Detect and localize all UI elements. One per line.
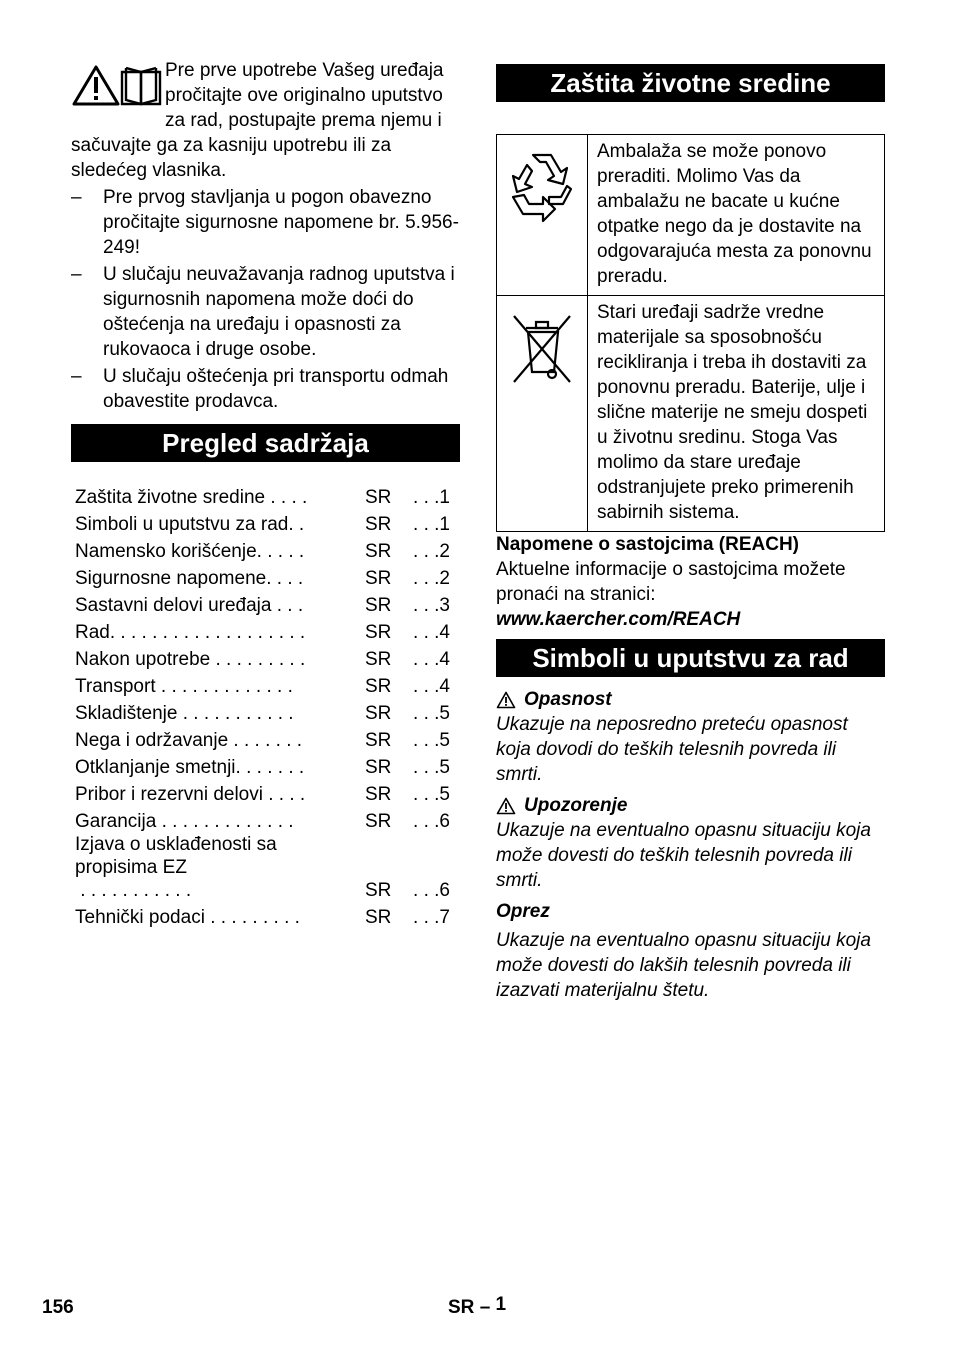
toc-leader: . . . . . . . . .	[204, 907, 300, 928]
table-row	[497, 135, 885, 296]
env-table	[496, 134, 885, 532]
symbols-heading: Simboli u uputstvu za rad	[496, 639, 885, 677]
toc-leader: . . . . . . . . . . . . . . . . . . .	[109, 622, 306, 643]
toc-title	[71, 482, 365, 509]
table-row	[71, 509, 460, 536]
table-row	[71, 536, 460, 563]
toc-title	[71, 617, 365, 644]
toc-title	[71, 806, 365, 833]
toc-lang: SR	[365, 730, 392, 751]
toc-title	[71, 563, 365, 590]
packaging-text: Ambalaža se može ponovo preraditi. Molimo Vas da ambalažu ne bacate u kućne otpatke nego da je dostavite na odgovarajuća mesta za ponovnu preradu.	[588, 135, 885, 296]
toc-leader: . . . . . . . . .	[210, 649, 306, 670]
reach-link[interactable]: www.kaercher.com/REACH	[496, 609, 741, 630]
env-icon-cell	[497, 296, 588, 532]
list-item	[71, 185, 460, 260]
toc-page: . . .7	[413, 907, 450, 928]
toc-title-text: Sastavni delovi uređaja	[75, 595, 272, 616]
dash-mark: –	[71, 187, 82, 208]
toc-title	[71, 752, 365, 779]
dash-mark: –	[71, 366, 82, 387]
toc-lang: SR	[365, 811, 392, 832]
toc-leader: . . . .	[265, 487, 308, 508]
table-row	[71, 671, 460, 698]
toc-leader: . . . . . . .	[235, 757, 305, 778]
list-item	[71, 364, 460, 414]
toc-title-text: Pribor i rezervni delovi	[75, 784, 263, 805]
toc-lang: SR	[365, 703, 392, 724]
toc-lang: SR	[365, 568, 392, 589]
toc-page: . . .2	[413, 568, 450, 589]
toc-page: . . .5	[413, 784, 450, 805]
toc-page: . . .5	[413, 757, 450, 778]
toc-lang: SR	[365, 880, 392, 901]
toc-lang: SR	[365, 487, 392, 508]
toc-leader: . . . .	[262, 784, 306, 805]
footer-separator: –	[479, 1297, 491, 1318]
env-heading: Zaštita životne sredine	[496, 64, 885, 102]
warning-book-icon	[71, 64, 165, 110]
bullet-text: U slučaju oštećenja pri transportu odmah obavestite prodavca.	[103, 366, 449, 412]
warning-label: Upozorenje	[524, 795, 628, 816]
table-of-contents	[71, 482, 460, 929]
toc-page: . . .4	[413, 622, 450, 643]
table-row	[71, 698, 460, 725]
crossed-bin-icon	[510, 310, 574, 386]
reach-text: Aktuelne informacije o sastojcima možete pronaći na stranici:	[496, 559, 846, 605]
section-page	[448, 1294, 507, 1319]
toc-page: . . .1	[413, 487, 450, 508]
toc-page: . . .1	[413, 514, 450, 535]
toc-title	[71, 536, 365, 563]
table-row	[71, 590, 460, 617]
toc-title-text: Simboli u uputstvu za rad	[75, 514, 289, 535]
toc-lang: SR	[365, 622, 392, 643]
table-row	[497, 296, 885, 532]
toc-leader: . . . . . . . . . . . . .	[155, 676, 293, 697]
toc-leader: . . . . . . . . . . .	[177, 703, 294, 724]
toc-title	[71, 509, 365, 536]
table-row	[71, 563, 460, 590]
footer-lang: SR	[448, 1297, 475, 1318]
table-row	[71, 482, 460, 509]
warning-title	[496, 793, 885, 818]
toc-lang: SR	[365, 514, 392, 535]
toc-title-text: Nakon upotrebe	[75, 649, 211, 670]
toc-leader: . . . . .	[256, 541, 305, 562]
toc-title-text: Izjava o usklađenosti sa propisima EZ	[75, 834, 277, 878]
toc-leader: . . . . . . . . . . . . .	[156, 811, 294, 832]
toc-title	[71, 698, 365, 725]
toc-title	[71, 644, 365, 671]
table-row	[71, 725, 460, 752]
toc-heading: Pregled sadržaja	[71, 424, 460, 462]
intro-text: Pre prve upotrebe Vašeg uređaja pročitajte ove originalno uputstvo za rad, postupajte prema njemu i sačuvajte ga za kasniju upotrebu ili za sledećeg vlasnika.	[71, 60, 444, 181]
bullet-text: U slučaju neuvažavanja radnog uputstva i sigurnosnih napomena može doći do oštećenja na uređaju i opasnosti za rukovaoca i druge osobe.	[103, 264, 455, 360]
old-devices-text: Stari uređaji sadrže vredne materijale sa sposobnošću recikliranja i treba ih dostaviti za ponovnu preradu. Baterije, ulje i slične materije ne smeju dospeti u životnu sredinu. Stoga Vas molimo da stare uređaje odstranjujete preko primerenih sabirnih sistema.	[588, 296, 885, 532]
toc-page: . . .4	[413, 676, 450, 697]
toc-title-text: Namensko korišćenje	[75, 541, 257, 562]
toc-title	[71, 590, 365, 617]
warning-text: Ukazuje na eventualno opasnu situaciju koja može dovesti do teških telesnih povreda ili smrti.	[496, 820, 871, 891]
toc-title-text: Tehnički podaci	[75, 907, 205, 928]
toc-title-text: Sigurnosne napomene	[75, 568, 267, 589]
danger-title	[496, 687, 885, 712]
toc-title-text: Nega i održavanje	[75, 730, 229, 751]
table-row	[71, 833, 460, 902]
toc-title-text: Transport	[75, 676, 156, 697]
toc-lang: SR	[365, 541, 392, 562]
danger-label: Opasnost	[524, 689, 612, 710]
toc-page: . . .3	[413, 595, 450, 616]
table-row	[71, 779, 460, 806]
list-item	[71, 262, 460, 362]
toc-lang: SR	[365, 757, 392, 778]
left-column	[71, 58, 460, 929]
bullet-text: Pre prvog stavljanja u pogon obavezno pročitajte sigurnosne napomene br. 5.956-249!	[103, 187, 459, 258]
toc-leader: . . . .	[266, 568, 304, 589]
intro-bullets	[71, 185, 460, 414]
toc-title-text: Garancija	[75, 811, 157, 832]
dash-mark: –	[71, 264, 82, 285]
toc-page: . . .2	[413, 541, 450, 562]
caution-text: Ukazuje na eventualno opasnu situaciju koja može dovesti do lakših telesnih povreda ili izazvati materijalnu štetu.	[496, 930, 871, 1001]
toc-title-text: Rad	[75, 622, 110, 643]
toc-lang: SR	[365, 676, 392, 697]
toc-page: . . .5	[413, 703, 450, 724]
table-row	[71, 806, 460, 833]
caution-title: Oprez	[496, 901, 550, 922]
table-row	[71, 752, 460, 779]
toc-page: . . .6	[413, 880, 450, 901]
toc-title-text: Otklanjanje smetnji	[75, 757, 236, 778]
warning-icon	[496, 797, 516, 815]
toc-title	[71, 902, 365, 929]
toc-title-text: Skladištenje	[75, 703, 178, 724]
env-icon-cell	[497, 135, 588, 296]
toc-title	[71, 671, 365, 698]
intro-icons	[71, 64, 165, 110]
recycle-icon	[505, 149, 579, 223]
reach-heading: Napomene o sastojcima (REACH)	[496, 534, 800, 555]
toc-leader: . . . . . . . . . . .	[75, 880, 192, 901]
right-column	[496, 64, 885, 1003]
danger-text: Ukazuje na neposredno preteću opasnost koja dovodi do teških telesnih povreda ili smrti.	[496, 714, 848, 785]
toc-leader: . . .	[271, 595, 304, 616]
toc-page: . . .4	[413, 649, 450, 670]
toc-lang: SR	[365, 784, 392, 805]
toc-leader: . .	[288, 514, 305, 535]
toc-leader: . . . . . . .	[228, 730, 303, 751]
footer-section-page: 1	[495, 1294, 507, 1315]
table-row	[71, 617, 460, 644]
warning-icon	[496, 691, 516, 709]
toc-title	[71, 833, 365, 902]
toc-title	[71, 725, 365, 752]
toc-lang: SR	[365, 907, 392, 928]
table-row	[71, 902, 460, 929]
toc-page: . . .5	[413, 730, 450, 751]
toc-title	[71, 779, 365, 806]
page-number: 156	[42, 1297, 74, 1318]
toc-title-text: Zaštita životne sredine	[75, 487, 266, 508]
intro-section	[71, 58, 460, 183]
toc-lang: SR	[365, 649, 392, 670]
toc-lang: SR	[365, 595, 392, 616]
table-row	[71, 644, 460, 671]
toc-page: . . .6	[413, 811, 450, 832]
